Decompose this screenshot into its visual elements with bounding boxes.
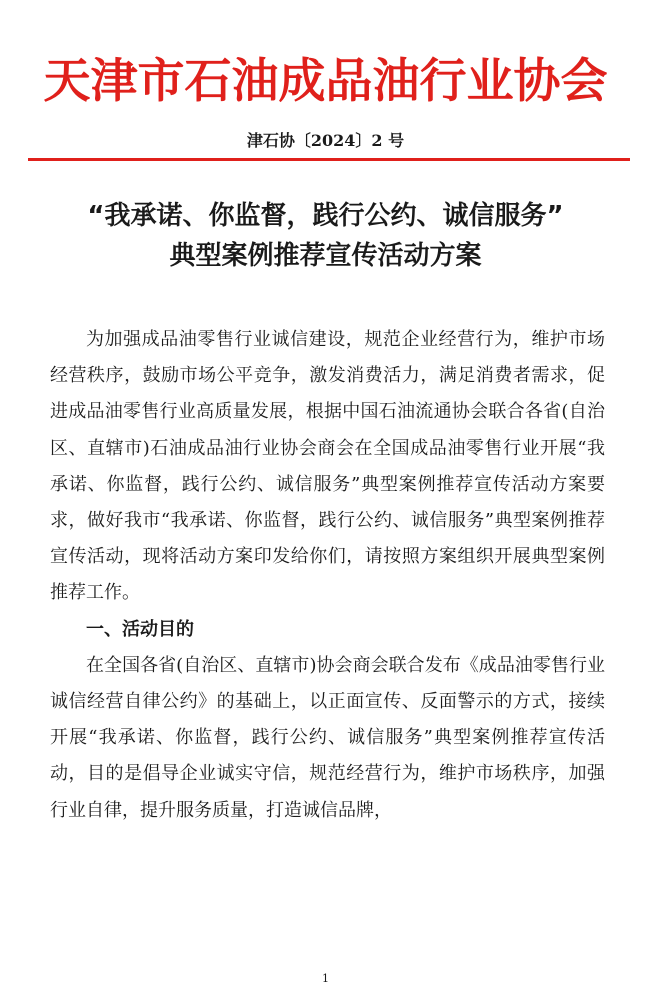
section-1-heading: 一、活动目的 bbox=[86, 618, 194, 640]
section-1-paragraph: 在全国各省(自治区、直辖市)协会商会联合发布《成品油零售行业诚信经营自律公约》的基础上，以正面宣传、反面警示的方式，接续开展“我承诺、你监督，践行公约、诚信服务”典型案例推荐宣传活动，目的是倡导企业诚实守信，规范经营行为，维护市场秩序，加强行业自律，提升服务质量，打造诚信品牌， bbox=[50, 654, 605, 821]
page-number: 1 bbox=[322, 972, 329, 985]
document-body bbox=[50, 322, 605, 829]
document-title-line-2: 典型案例推荐宣传活动方案 bbox=[169, 241, 482, 271]
document-title bbox=[0, 196, 651, 276]
organization-title: 天津市石油成品油行业协会 bbox=[43, 54, 608, 109]
red-divider-line bbox=[28, 158, 630, 161]
document-number: 津石协〔2024〕2 号 bbox=[246, 131, 405, 150]
document-title-line-1: “我承诺、你监督，践行公约、诚信服务” bbox=[87, 201, 564, 231]
intro-paragraph: 为加强成品油零售行业诚信建设，规范企业经营行为，维护市场经营秩序，鼓励市场公平竞争，激发消费活力，满足消费者需求，促进成品油零售行业高质量发展，根据中国石油流通协会联合各省(自治区、直辖市)石油成品油行业协会商会在全国成品油零售行业开展“我承诺、你监督，践行公约、诚信服务”典型案例推荐宣传活动方案要求，做好我市“我承诺、你监督，践行公约、诚信服务”典型案例推荐宣传活动，现将活动方案印发给你们，请按照方案组织开展典型案例推荐工作。 bbox=[50, 329, 605, 604]
